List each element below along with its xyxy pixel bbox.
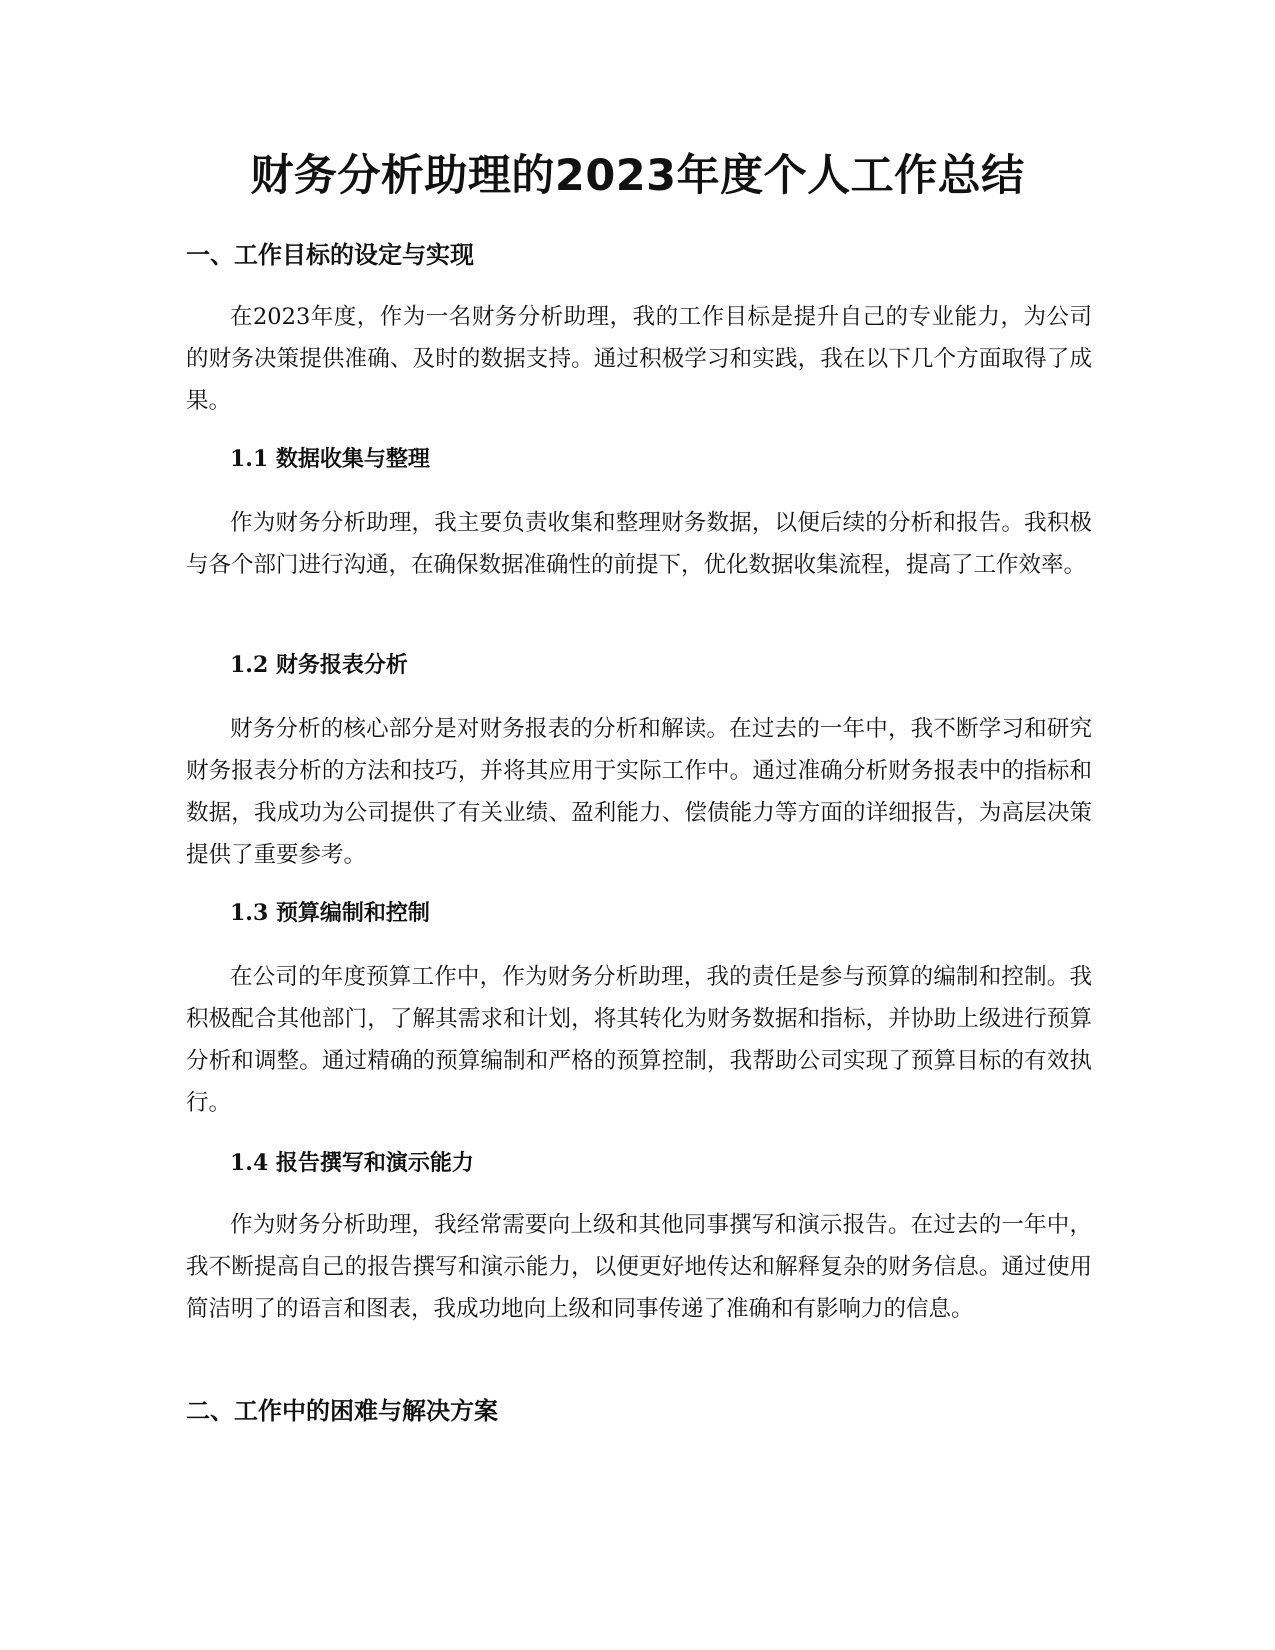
section-heading-1: 一、工作目标的设定与实现 (186, 241, 474, 269)
subsection-1-3-paragraph: 在公司的年度预算工作中，作为财务分析助理，我的责任是参与预算的编制和控制。我积极配合其他部门，了解其需求和计划，将其转化为财务数据和指标，并协助上级进行预算分析和调整。通过精确的预算编制和严格的预算控制，我帮助公司实现了预算目标的有效执行。 (186, 964, 1092, 1116)
document-title: 财务分析助理的2023年度个人工作总结 (250, 151, 1025, 201)
subsection-heading-1-3: 1.3 预算编制和控制 (230, 900, 430, 926)
subsection-1-1-paragraph: 作为财务分析助理，我主要负责收集和整理财务数据，以便后续的分析和报告。我积极与各个部门进行沟通，在确保数据准确性的前提下，优化数据收集流程，提高了工作效率。 (186, 510, 1092, 578)
subsection-heading-1-2: 1.2 财务报表分析 (230, 652, 408, 678)
subsection-1-4-paragraph: 作为财务分析助理，我经常需要向上级和其他同事撰写和演示报告。在过去的一年中，我不断提高自己的报告撰写和演示能力，以便更好地传达和解释复杂的财务信息。通过使用简洁明了的语言和图表，我成功地向上级和同事传递了准确和有影响力的信息。 (186, 1212, 1092, 1322)
section1-intro-paragraph: 在2023年度，作为一名财务分析助理，我的工作目标是提升自己的专业能力，为公司的财务决策提供准确、及时的数据支持。通过积极学习和实践，我在以下几个方面取得了成果。 (186, 304, 1092, 414)
section-heading-2: 二、工作中的困难与解决方案 (186, 1397, 498, 1425)
subsection-heading-1-4: 1.4 报告撰写和演示能力 (230, 1150, 474, 1176)
subsection-heading-1-1: 1.1 数据收集与整理 (230, 446, 430, 472)
subsection-1-2-paragraph: 财务分析的核心部分是对财务报表的分析和解读。在过去的一年中，我不断学习和研究财务报表分析的方法和技巧，并将其应用于实际工作中。通过准确分析财务报表中的指标和数据，我成功为公司提供了有关业绩、盈利能力、偿债能力等方面的详细报告，为高层决策提供了重要参考。 (186, 716, 1092, 868)
